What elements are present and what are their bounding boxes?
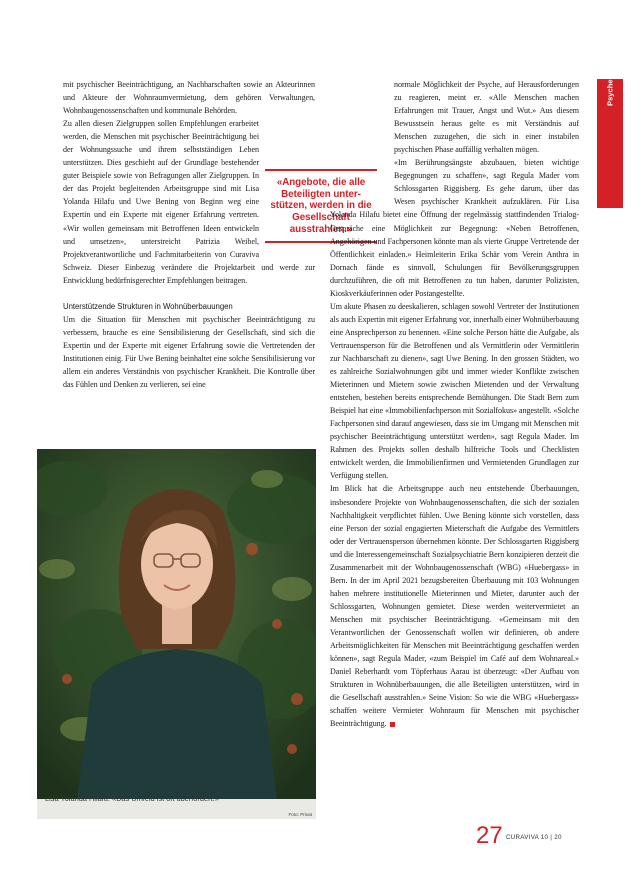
section-tab bbox=[597, 79, 623, 208]
right-paragraph-4 bbox=[330, 482, 579, 730]
left-paragraph-2: Zu allen diesen Zielgruppen sollen Empfehlungen erarbeitet werden, die Menschen mit psychischer Beeinträchtigung bei der Wohnungssuche und ihrem selbstständigen Leben unterstützen. Dies geschieht auf der Grundlage bestehender guter Beispiele sowie von Befragungen aller Zielgruppen. In der das Projekt begleitenden Arbeitsgruppe sind mit Lisa Yolanda Hilafu und Uwe Bening von Beginn weg eine Expertin und ein Experte mit eigener Erfahrung vertreten. «Wir wollen gemeinsam mit Betroffenen Ideen entwickeln und umsetzen», unterstreicht Patrizia Weibel, Projektverantwortliche und Fachmitarbeiterin von Curaviva Schweiz. Dieser Einbezug verändere die Projektarbeit und werde zur Entwicklung bedürfnisgerechter Empfehlungen beitragen. bbox=[63, 119, 315, 285]
page-number: 27 bbox=[476, 822, 503, 849]
end-mark-icon bbox=[390, 722, 395, 727]
portrait-illustration bbox=[37, 449, 316, 799]
pull-quote: «Angebote, die alle Beteiligten unter-stützen, werden in die Gesellschaft ausstrahlen.» bbox=[270, 177, 372, 235]
article-right-column bbox=[330, 78, 579, 730]
right-paragraph-1-text: normale Möglichkeit der Psyche, auf Herausforderungen zu reagieren, meint er. «Alle Menschen machen Erfahrungen mit Trauer, Angst und Wut.» Aus diesem Bewusstsein heraus gelte es mit Verständnis auf Menschen zuzugehen, die sich in einer instabilen psychischen Phase auffällig verhalten mögen. bbox=[394, 80, 579, 155]
magazine-issue: CURAVIVA 10 | 20 bbox=[506, 834, 562, 841]
right-paragraph-4-text: Im Blick hat die Arbeitsgruppe auch neu entstehende Überbauungen, insbesondere Projekte von Wohnbaugenossenschaften, die sich der sozialen Nachhaltigkeit verpflichtet fühlen. Uwe Bening könnte sich vorstellen, dass eine Person der sozial engagierten Mieterschaft die Aufgabe des Vermittlers oder der Vertrauensperson übernehmen könnte. Der Schlossgarten Riggisberg und die Interessengemeinschaft Sozialpsychiatrie Bern konzipieren derzeit die Zusammenarbeit mit der Wohnbaugenossenschaft (WBG) «Huebergass» in Bern. In der im April 2021 bezugsbereiten Überbauung mit 103 Wohnungen haben mehrere institutionelle Mieterinnen und Mieter, darunter auch der Schlossgarten, Wohnungen gemietet. Diese werden weitervermietet an Menschen mit psychischer Beeinträchtigung. «Gemeinsam mit den Verantwortlichen der Genossenschaft wollen wir definieren, ob andere Arbeitsmöglichkeiten für Menschen mit Beeinträchtigung geschaffen werden können», sagt Regula Mader, «zum Beispiel im Café auf dem Wohnareal.» Daniel Reberhardt vom Töpferhaus Aarau ist überzeugt: «Der Aufbau von Strukturen in Wohnüberbauungen, die alle Beteiligten unterstützen, wird in die Gesellschaft ausstrahlen.» Seine Vision: So wie die WBG «Huebergass» schaffen weitere Vermieter Wohnraum für Menschen mit psychischer Beeinträchtigung. bbox=[330, 484, 579, 729]
left-paragraph-1: mit psychischer Beeinträchtigung, an Nachbarschaften sowie an Akteurinnen und Akteure der Wohnraumvermietung, dem gehören Verwaltungen, Wohnbaugenossenschaften und kommunale Behörden. bbox=[63, 80, 315, 116]
right-paragraph-1 bbox=[330, 78, 579, 156]
pull-quote-space bbox=[316, 78, 388, 196]
portrait-photo bbox=[37, 449, 316, 799]
article-left-column bbox=[63, 78, 372, 391]
right-paragraph-3: Um akute Phasen zu deeskalieren, schlagen sowohl Vertreter der Institutionen als auch Expertin mit eigener Erfahrung vor, innerhalb einer Wohnüberbauung eine Ansprechperson zu benennen. «Eine solche Person hätte die Aufgabe, als Vertrauensperson für die Betroffenen und als Vermittlerin oder Vermittlerin zur Nachbarschaft zu dienen», sagt Uwe Bening. In den grossen Städten, wo es zahlreiche Sozialwohnungen gibt und immer wieder Konflikte zwischen Mieterinnen und Mietern sowie zwischen Mietenden und der Verwaltung entstehen, bestehen bereits entsprechende Bemühungen. Die Stadt Bern zum Beispiel hat eine «Immobilienfachperson mit Sozialfokus» angestellt. «Solche Fachpersonen sind darauf angewiesen, dass sie im Umgang mit Menschen mit psychischer Beeinträchtigung unterstützt werden», sagt Regula Mader. Im Rahmen des Projekts sollen deshalb hilfreiche Tools und Checklisten entwickelt werden, die Immobilienfirmen und Vermietenden Grundlagen zur Verfügung stellen. bbox=[330, 301, 579, 481]
subheading: Unterstützende Strukturen in Wohnüberbauungen bbox=[63, 301, 233, 311]
right-paragraph-2: «Im Berührungsängste abzubauen, bieten wichtige Begegnungen zu schaffen», sagt Regula Mader vom Schlossgarten Riggisberg. Es gehe darum, über das Wesen psychischer Krankheit aufzuklären. Für Lisa Yolanda Hilafu bietet eine Öffnung der regelmässig stattfindenden Trialog-Gespräche eine Möglichkeit zur Begegnung: «Neben Betroffenen, Angehörigen und Fachpersonen könnte man als vierte Gruppe Vertretende der Öffentlichkeit einladen.» Heimleiterin Erika Schär vom Verein Anthra in Dornach fände es sinnvoll, Schulungen für Bevölkerungsgruppen durchzuführen, die oft mit Betroffenen zu tun haben, darunter Polizisten, Kioskverkäuferinnen oder Postangestellte. bbox=[330, 158, 579, 298]
photo-caption: Lisa Yolanda Hilafu: «Das Umfeld ist oft überfordert.» bbox=[45, 794, 219, 803]
left-paragraph-3: Um die Situation für Menschen mit psychischer Beeinträchtigung zu verbessern, brauche es eine Sensibilisierung der Gesellschaft, sind sich die Expertin und der Experte mit eigener Erfahrung sowie die Vertretenden der Institutionen einig. Für Uwe Bening beinhaltet eine solche Sensibilisierung vor allem ein anderes Verständnis von psychischer Krankheit. Die Kontrolle über das Fühlen und Denken zu verlieren, sei eine bbox=[63, 314, 315, 390]
photo-credit: Foto: Privat bbox=[288, 812, 312, 817]
section-tab-label: Psyche bbox=[605, 79, 615, 106]
